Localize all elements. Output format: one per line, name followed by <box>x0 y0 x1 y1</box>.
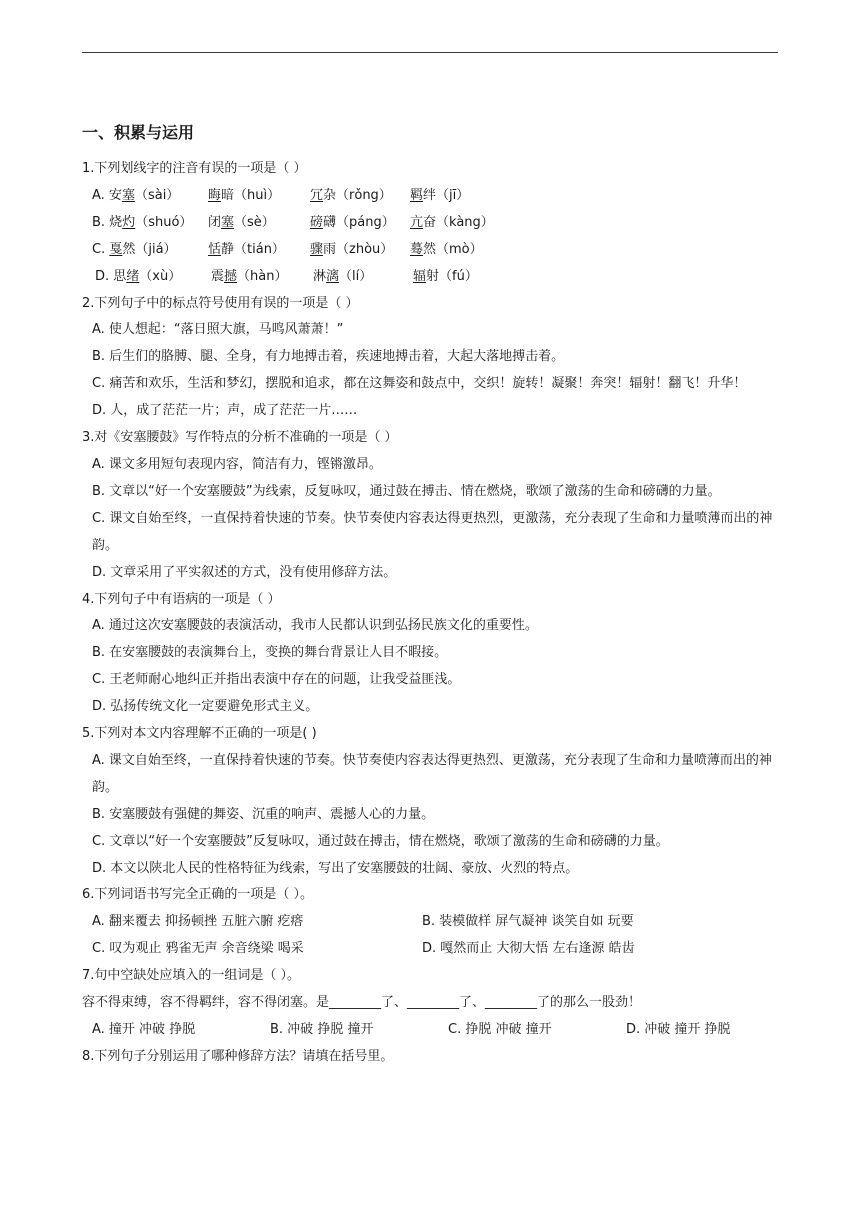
q1-word <box>95 264 211 291</box>
q3-option-a: A. 课文多用短句表现内容，简洁有力，铿锵激昂。 <box>92 456 382 472</box>
q1-underlined-char: 塞 <box>121 187 135 203</box>
q1-word-suffix: （hàn） <box>237 268 288 284</box>
q1-word <box>410 210 494 237</box>
q5-option-d: D. 本文以陕北人民的性格特征为线索，写出了安塞腰鼓的壮阔、豪放、火烈的特点。 <box>92 860 579 876</box>
q3-option-c: C. 课文自始至终，一直保持着快速的节奏。快节奏使内容表达得更热烈，更激荡，充分表现了生命和力量喷薄而出的神韵。 <box>92 510 773 553</box>
q4-option-b: B. 在安塞腰鼓的表演舞台上，变换的舞台背景让人目不暇接。 <box>92 645 448 661</box>
q3-option-d: D. 文章采用了平实叙述的方式，没有使用修辞方法。 <box>92 564 397 580</box>
q2-option-b: B. 后生们的胳膊、腿、全身，有力地搏击着，疾速地搏击着，大起大落地搏击着。 <box>92 349 565 365</box>
q1-word-suffix: 然（mò） <box>423 241 483 257</box>
q1-word <box>92 183 208 210</box>
section-title: 一、积累与运用 <box>82 123 195 142</box>
q7-option-d: D. 冲破 撞开 挣脱 <box>626 1022 731 1037</box>
q1-word-prefix: D. 思 <box>95 268 127 284</box>
q1-word-suffix: （xù） <box>139 268 182 284</box>
q2-option-c: C. 痛苦和欢乐，生活和梦幻，摆脱和追求，都在这舞姿和鼓点中，交织！旋转！凝聚！奔突！辐射！翻飞！升华！ <box>92 376 747 392</box>
q7-stem: 7.句中空缺处应填入的一组词是（ ）。 <box>82 968 301 984</box>
q1-word <box>208 183 310 210</box>
q1-word-suffix: 射（fú） <box>426 268 478 284</box>
q1-underlined-char: 羁 <box>410 187 424 203</box>
question-list <box>82 156 782 1071</box>
q1-underlined-char: 磅 <box>310 214 324 230</box>
q6-options-row1 <box>82 909 782 936</box>
q2-option-a: A. 使人想起：“落日照大旗，马鸣风萧萧！” <box>92 322 344 338</box>
q1-word <box>208 237 310 264</box>
q1-word-prefix: 闭 <box>208 214 222 230</box>
q8-stem: 8.下列句子分别运用了哪种修辞方法？请填在括号里。 <box>82 1048 394 1064</box>
q4-stem: 4.下列句子中有语病的一项是（ ） <box>82 591 281 607</box>
q1-underlined-char: 晦 <box>208 187 222 203</box>
q1-underlined-char: 塞 <box>221 214 235 230</box>
q4-option-c: C. 王老师耐心地纠正并指出表演中存在的问题，让我受益匪浅。 <box>92 672 461 688</box>
q1-word-suffix: 然（jiá） <box>122 241 177 257</box>
q1-word <box>410 183 469 210</box>
q1-word <box>310 183 410 210</box>
q7-option-b: B. 冲破 挣脱 撞开 <box>270 1022 374 1037</box>
q1-underlined-char: 骤 <box>310 241 324 257</box>
q1-word-suffix: （sè） <box>234 214 275 230</box>
q1-word-suffix: 杂（rǒng） <box>323 187 392 203</box>
q1-underlined-char: 撼 <box>224 268 238 284</box>
q1-word-suffix: （shuó） <box>135 214 193 230</box>
q5-option-b: B. 安塞腰鼓有强健的舞姿、沉重的响声、震撼人心的力量。 <box>92 806 435 822</box>
q1-word-suffix: 绊（jī） <box>423 187 470 203</box>
q6-stem: 6.下列词语书写完全正确的一项是（ ）。 <box>82 887 314 903</box>
q1-word <box>310 210 410 237</box>
q6-option-a: A. 翻来覆去 抑扬顿挫 五脏六腑 疙瘩 <box>92 914 304 930</box>
q7-options <box>82 1017 782 1044</box>
q4-option-d: D. 弘扬传统文化一定要避免形式主义。 <box>92 699 319 715</box>
q3-stem: 3.对《安塞腰鼓》写作特点的分析不准确的一项是（ ） <box>82 430 398 446</box>
q1-word-suffix: 静（tián） <box>221 241 285 257</box>
q1-underlined-char: 绪 <box>126 268 140 284</box>
q1-word-suffix: （sài） <box>134 187 180 203</box>
q1-word-suffix: 暗（huì） <box>221 187 281 203</box>
q1-options <box>82 183 782 291</box>
q6-option-c: C. 叹为观止 鸦雀无声 余音绕梁 喝采 <box>92 941 304 957</box>
q2-stem: 2.下列句子中的标点符号使用有误的一项是（ ） <box>82 295 359 311</box>
q6-options-row2 <box>82 936 782 963</box>
q1-underlined-char: 恬 <box>208 241 222 257</box>
q1-word <box>211 264 313 291</box>
q1-option-row <box>82 183 782 210</box>
q1-stem: 1.下列划线字的注音有误的一项是（ ） <box>82 161 307 176</box>
q1-word-prefix: 淋 <box>313 268 327 284</box>
q1-underlined-char: 蓦 <box>410 241 424 257</box>
q1-word <box>313 264 413 291</box>
q4-option-a: A. 通过这次安塞腰鼓的表演活动，我市人民都认识到弘扬民族文化的重要性。 <box>92 618 538 634</box>
q1-word-suffix: （lí） <box>339 268 373 284</box>
q2-option-d: D. 人，成了茫茫一片；声，成了茫茫一片…… <box>92 403 358 419</box>
q5-option-c: C. 文章以“好一个安塞腰鼓”反复咏叹，通过鼓在搏击，情在燃烧，歌颂了激荡的生命和磅礴的力量。 <box>92 833 669 849</box>
q1-underlined-char: 冗 <box>310 187 324 203</box>
q1-option-row <box>82 210 782 237</box>
q1-word <box>92 237 208 264</box>
header-rule <box>82 52 778 53</box>
q1-word <box>310 237 410 264</box>
q5-option-a: A. 课文自始至终，一直保持着快速的节奏。快节奏使内容表达得更热烈、更激荡，充分表现了生命和力量喷薄而出的神韵。 <box>92 752 772 795</box>
q1-underlined-char: 戛 <box>109 241 123 257</box>
q1-word-prefix: 震 <box>211 268 225 284</box>
q1-word-prefix: B. 烧 <box>92 214 123 230</box>
q1-underlined-char: 亢 <box>410 214 424 230</box>
q1-underlined-char: 辐 <box>413 268 427 284</box>
q1-underlined-char: 灼 <box>122 214 136 230</box>
q1-underlined-char: 漓 <box>326 268 340 284</box>
q1-option-row <box>82 264 782 291</box>
q1-word <box>410 237 483 264</box>
q5-stem: 5.下列对本文内容理解不正确的一项是( ) <box>82 726 317 742</box>
q1-word <box>208 210 310 237</box>
q3-option-b: B. 文章以“好一个安塞腰鼓”为线索，反复咏叹，通过鼓在搏击、情在燃烧，歌颂了激荡的生命和磅礴的力量。 <box>92 483 721 499</box>
q6-option-d: D. 嘎然而止 大彻大悟 左右逢源 皓齿 <box>422 941 635 957</box>
q7-option-c: C. 挣脱 冲破 撞开 <box>448 1022 552 1037</box>
q7-option-a: A. 撞开 冲破 挣脱 <box>92 1022 196 1037</box>
q6-option-b: B. 装模做样 屏气凝神 谈笑自如 玩要 <box>422 914 634 930</box>
q1-word-prefix: C. <box>92 241 110 257</box>
q1-word-prefix: A. 安 <box>92 187 122 203</box>
q1-word <box>92 210 208 237</box>
q1-word-suffix: 雨（zhòu） <box>323 241 394 257</box>
q7-sentence: 容不得束缚，容不得羁绊，容不得闭塞。是________了、________了、________了的那么一股劲！ <box>82 995 642 1011</box>
q1-word-suffix: 礴（páng） <box>323 214 395 230</box>
q1-word <box>413 264 478 291</box>
q1-option-row <box>82 237 782 264</box>
q1-word-suffix: 奋（kàng） <box>423 214 494 230</box>
